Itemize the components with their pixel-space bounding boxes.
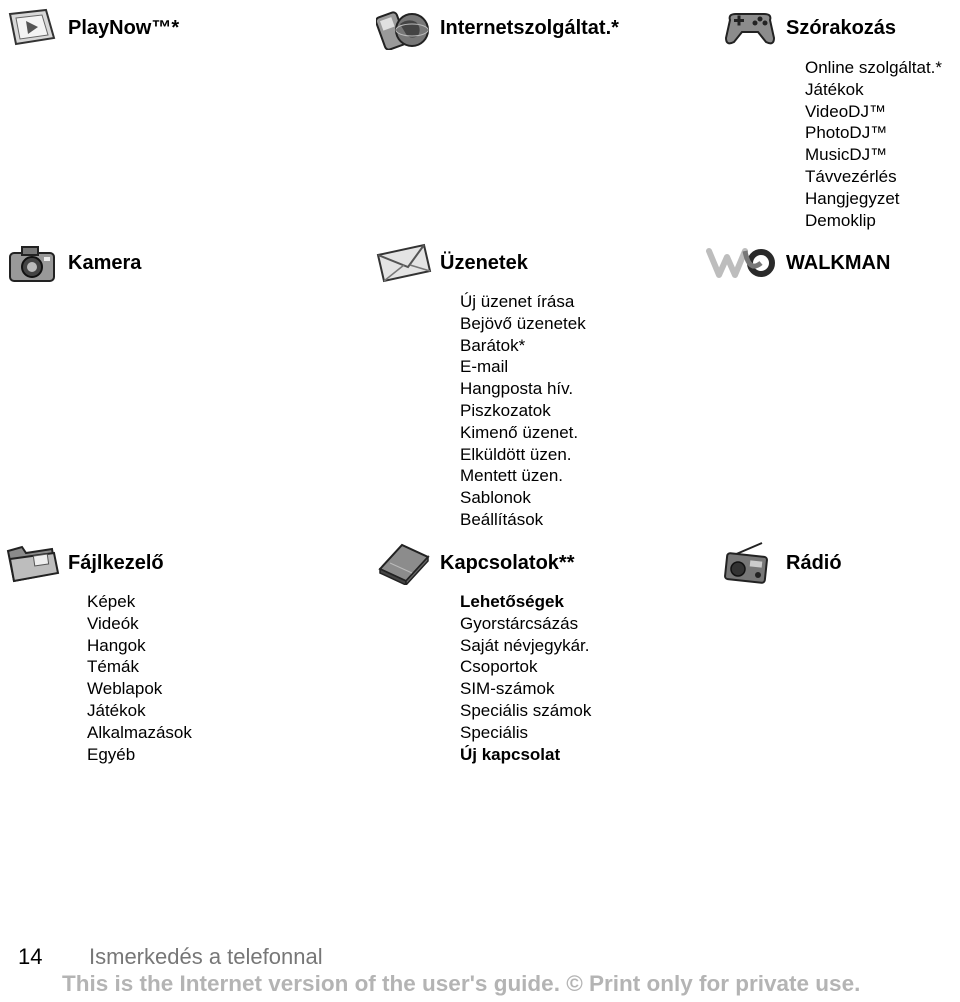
chapter-title: Ismerkedés a telefonnal bbox=[89, 944, 323, 969]
submenu-item[interactable]: Játékok bbox=[805, 79, 864, 99]
submenu-item[interactable]: Játékok bbox=[87, 700, 146, 720]
menu-playnow[interactable] bbox=[4, 6, 179, 50]
submenu-item[interactable]: Egyéb bbox=[87, 744, 136, 764]
submenu-item[interactable]: Speciális számok bbox=[460, 700, 592, 720]
submenu-item[interactable]: Online szolgáltat.* bbox=[805, 58, 943, 77]
menu-filemanager[interactable] bbox=[4, 541, 164, 585]
contacts-book-icon bbox=[376, 541, 432, 585]
submenu-item[interactable]: Távvezérlés bbox=[805, 166, 897, 186]
playnow-title: PlayNow™* bbox=[68, 16, 180, 39]
submenu-item[interactable]: Kimenő üzenet. bbox=[460, 422, 579, 442]
submenu-item[interactable]: Weblapok bbox=[87, 679, 163, 699]
submenu-item[interactable]: VideoDJ™ bbox=[805, 101, 886, 121]
submenu-item[interactable]: Képek bbox=[87, 592, 136, 611]
submenu-item[interactable]: Lehetőségek bbox=[460, 592, 564, 611]
submenu-item[interactable]: Videók bbox=[87, 613, 139, 633]
submenu-item[interactable]: Demoklip bbox=[805, 210, 876, 230]
submenu-item[interactable]: Új üzenet írása bbox=[460, 292, 575, 311]
folder-icon bbox=[4, 541, 60, 585]
submenu-item[interactable]: SIM-számok bbox=[460, 679, 555, 699]
page-number: 14 bbox=[18, 944, 43, 969]
submenu-item[interactable]: PhotoDJ™ bbox=[805, 123, 888, 143]
submenu-item[interactable]: Hangjegyzet bbox=[805, 188, 900, 208]
submenu-item[interactable]: E-mail bbox=[460, 357, 509, 377]
contacts-submenu bbox=[460, 591, 591, 765]
envelope-icon bbox=[376, 241, 432, 285]
menu-contacts[interactable] bbox=[376, 541, 575, 585]
submenu-item[interactable]: MusicDJ™ bbox=[805, 145, 888, 165]
camera-title: Kamera bbox=[68, 251, 142, 274]
menu-internet[interactable] bbox=[376, 6, 619, 50]
submenu-item[interactable]: Témák bbox=[87, 657, 139, 677]
submenu-item[interactable]: Új kapcsolat bbox=[460, 744, 561, 764]
submenu-item[interactable]: Barátok* bbox=[460, 335, 526, 355]
submenu-item[interactable]: Alkalmazások bbox=[87, 722, 192, 742]
filemanager-submenu bbox=[87, 591, 192, 765]
radio-title: Rádió bbox=[786, 551, 842, 574]
camera-icon bbox=[4, 241, 60, 285]
menu-messaging[interactable] bbox=[376, 241, 528, 285]
submenu-item[interactable]: Piszkozatok bbox=[460, 400, 551, 420]
menu-camera[interactable] bbox=[4, 241, 141, 285]
submenu-item[interactable]: Bejövő üzenetek bbox=[460, 313, 586, 333]
submenu-item[interactable]: Mentett üzen. bbox=[460, 466, 564, 486]
footer-note: This is the Internet version of the user's guide. © Print only for private use. bbox=[62, 971, 861, 996]
internet-title: Internetszolgáltat.* bbox=[440, 16, 619, 39]
filemanager-title: Fájlkezelő bbox=[68, 551, 164, 574]
menu-entertainment[interactable] bbox=[722, 6, 896, 50]
radio-icon bbox=[722, 541, 778, 585]
contacts-title: Kapcsolatok** bbox=[440, 551, 575, 574]
menu-walkman[interactable] bbox=[704, 241, 890, 285]
menu-radio[interactable] bbox=[722, 541, 842, 585]
submenu-item[interactable]: Gyorstárcsázás bbox=[460, 613, 579, 633]
submenu-item[interactable]: Csoportok bbox=[460, 657, 538, 677]
globe-phone-icon bbox=[376, 6, 432, 50]
messaging-submenu bbox=[460, 291, 586, 531]
walkman-title: WALKMAN bbox=[786, 251, 891, 274]
entertainment-submenu bbox=[805, 57, 942, 231]
submenu-item[interactable]: Hangok bbox=[87, 635, 146, 655]
submenu-item[interactable]: Beállítások bbox=[460, 509, 544, 529]
messaging-title: Üzenetek bbox=[440, 251, 528, 274]
submenu-item[interactable]: Speciális bbox=[460, 722, 529, 742]
submenu-item[interactable]: Sablonok bbox=[460, 488, 531, 508]
playnow-icon bbox=[4, 6, 60, 50]
submenu-item[interactable]: Elküldött üzen. bbox=[460, 444, 572, 464]
walkman-logo-icon bbox=[704, 241, 778, 285]
gamepad-icon bbox=[722, 6, 778, 50]
entertainment-title: Szórakozás bbox=[786, 16, 897, 39]
submenu-item[interactable]: Hangposta hív. bbox=[460, 379, 574, 399]
submenu-item[interactable]: Saját névjegykár. bbox=[460, 635, 590, 655]
